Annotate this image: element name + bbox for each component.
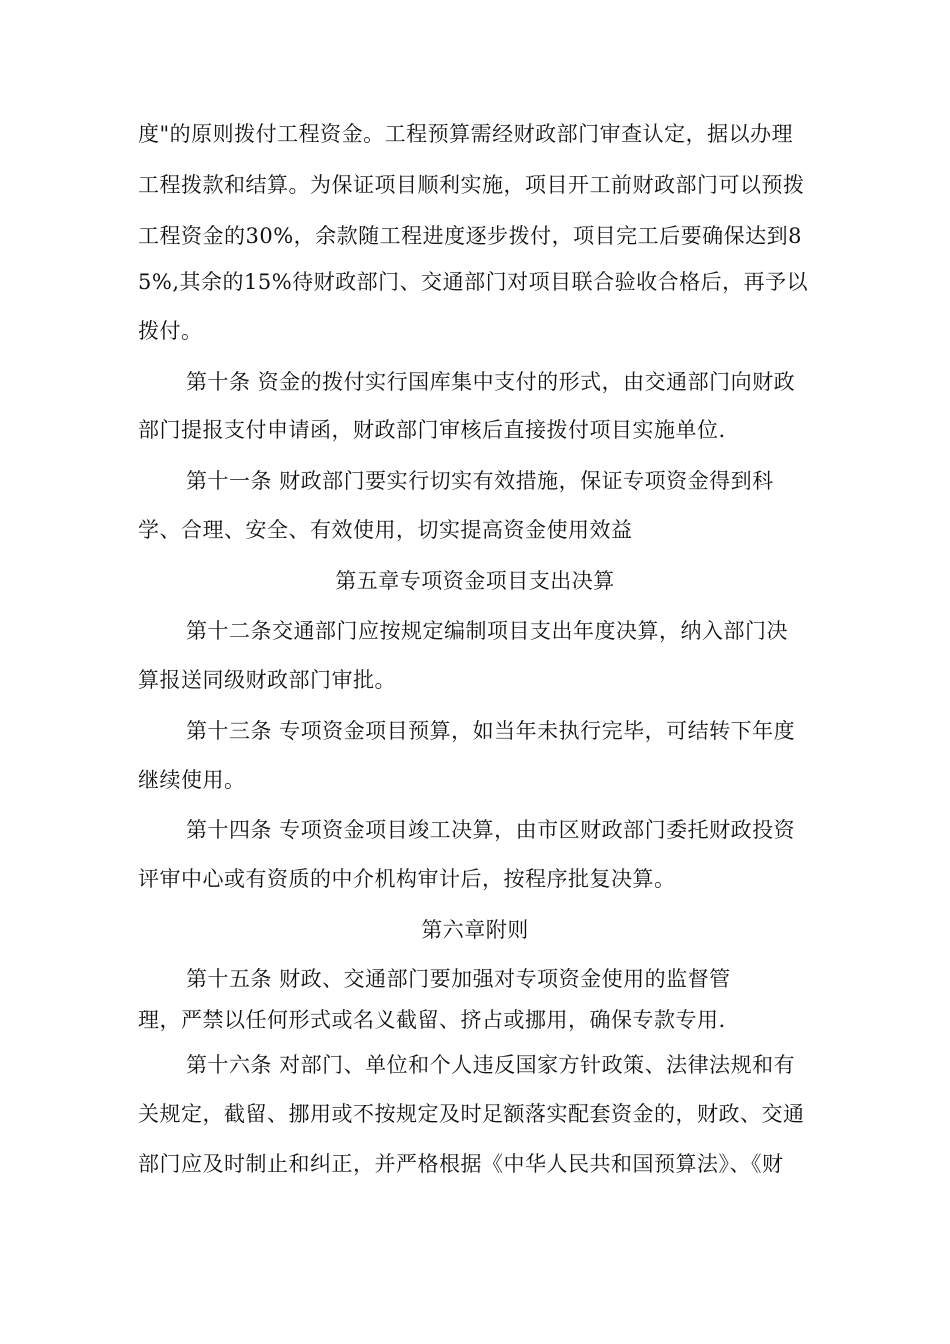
- article-12-line: 第十二条交通部门应按规定编制项目支出年度决算，纳入部门决: [186, 619, 788, 643]
- paragraph-line: 评审中心或有资质的中介机构审计后，按程序批复决算。: [138, 867, 676, 891]
- paragraph-line: 工程拨款和结算。为保证项目顺利实施，项目开工前财政部门可以预拨: [138, 173, 805, 197]
- article-10-line: 第十条 资金的拨付实行国库集中支付的形式，由交通部门向财政: [186, 370, 796, 394]
- paragraph-line: 5%,其余的15%待财政部门、交通部门对项目联合验收合格后，再予以: [138, 270, 809, 294]
- paragraph-line: 关规定，截留、挪用或不按规定及时足额落实配套资金的，财政、交通: [138, 1102, 805, 1126]
- paragraph-line: 度"的原则拨付工程资金。工程预算需经财政部门审查认定，据以办理: [138, 122, 794, 146]
- paragraph-line: 部门应及时制止和纠正，并严格根据《中华人民共和国预算法》、《财: [138, 1152, 784, 1176]
- article-14-line: 第十四条 专项资金项目竣工决算，由市区财政部门委托财政投资: [186, 818, 796, 842]
- paragraph-line: 理，严禁以任何形式或名义截留、挤占或挪用，确保专款专用.: [138, 1008, 726, 1032]
- paragraph-line: 部门提报支付申请函，财政部门审核后直接拨付项目实施单位.: [138, 418, 726, 442]
- paragraph-line: 工程资金的30%，余款随工程进度逐步拨付，项目完工后要确保达到8: [138, 224, 803, 248]
- chapter-5-heading: 第五章专项资金项目支出决算: [335, 569, 615, 593]
- paragraph-line: 算报送同级财政部门审批。: [138, 668, 396, 692]
- article-15-line: 第十五条 财政、交通部门要加强对专项资金使用的监督管: [186, 967, 731, 991]
- paragraph-line: 拨付。: [138, 319, 203, 343]
- article-16-line: 第十六条 对部门、单位和个人违反国家方针政策、法律法规和有: [186, 1053, 796, 1077]
- paragraph-line: 继续使用。: [138, 768, 246, 792]
- chapter-6-heading: 第六章附则: [421, 918, 529, 942]
- paragraph-line: 学、合理、安全、有效使用，切实提高资金使用效益: [138, 518, 633, 542]
- article-11-line: 第十一条 财政部门要实行切实有效措施，保证专项资金得到科: [186, 469, 774, 493]
- article-13-line: 第十三条 专项资金项目预算，如当年未执行完毕，可结转下年度: [186, 719, 796, 743]
